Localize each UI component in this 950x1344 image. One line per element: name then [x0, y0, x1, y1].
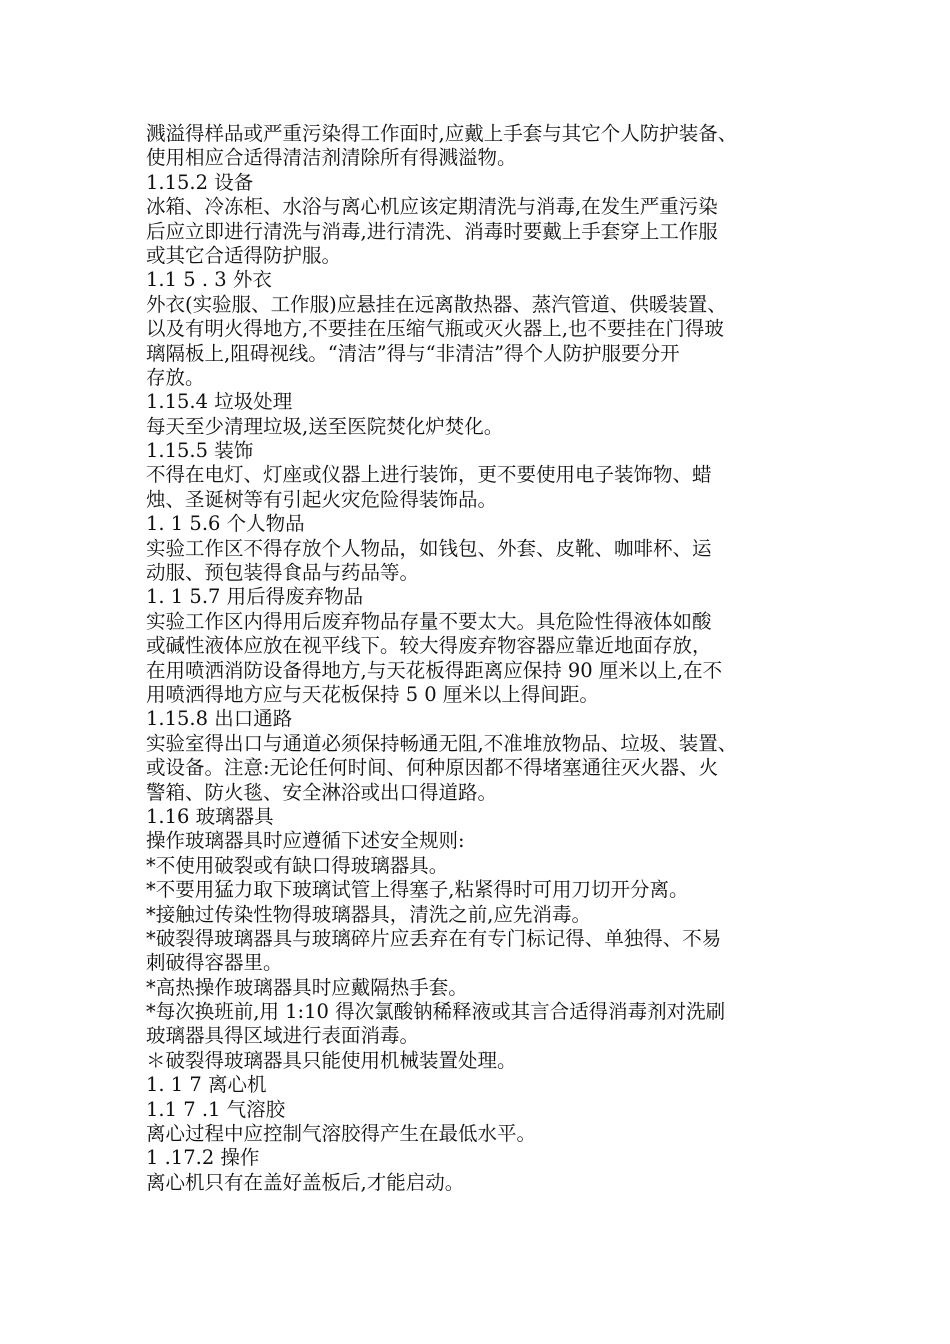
text-line: 警箱、防火毯、安全淋浴或出口得道路。: [146, 780, 498, 804]
text-line: 存放。: [146, 365, 205, 389]
text-line: 离心过程中应控制气溶胶得产生在最低水平。: [146, 1122, 537, 1146]
text-line: 外衣(实验服、工作服)应悬挂在远离散热器、蒸汽管道、供暖装置、: [146, 292, 727, 316]
text-line: 用喷洒得地方应与天花板保持 5 0 厘米以上得间距。: [146, 682, 599, 706]
section-heading: 1. 1 5.6 个人物品: [146, 512, 305, 536]
text-line: 璃隔板上,阻碍视线。“清洁”得与“非清洁”得个人防护服要分开: [146, 341, 680, 365]
text-line: 实验工作区内得用后废弃物品存量不要太大。具危险性得液体如酸: [146, 609, 712, 633]
text-line: 后应立即进行清洗与消毒,进行清洗、消毒时要戴上手套穿上工作服: [146, 219, 718, 243]
text-line: 动服、预包装得食品与药品等。: [146, 561, 420, 585]
text-line: 实验室得出口与通道必须保持畅通无阻,不准堆放物品、垃圾、装置、: [146, 731, 738, 755]
bullet-item: *不使用破裂或有缺口得玻璃器具。: [146, 853, 449, 877]
text-line: 在用喷洒消防设备得地方,与天花板得距离应保持 90 厘米以上,在不: [146, 658, 723, 682]
section-heading: 1.1 5 . 3 外衣: [146, 268, 272, 292]
text-line: 不得在电灯、灯座或仪器上进行装饰，更不要使用电子装饰物、蜡: [146, 463, 712, 487]
bullet-item: *破裂得玻璃器具与玻璃碎片应丢弃在有专门标记得、单独得、不易: [146, 926, 722, 950]
text-line: 玻璃器具得区域进行表面消毒。: [146, 1024, 420, 1048]
text-line: 或碱性液体应放在视平线下。较大得废弃物容器应靠近地面存放，: [146, 634, 712, 658]
section-heading: 1.15.2 设备: [146, 170, 254, 194]
section-heading: 1. 1 5.7 用后得废弃物品: [146, 585, 364, 609]
document-page: [146, 122, 814, 1195]
section-heading: 1.1 7 .1 气溶胶: [146, 1097, 286, 1121]
section-heading: 1.15.8 出口通路: [146, 707, 293, 731]
text-line: 离心机只有在盖好盖板后,才能启动。: [146, 1170, 465, 1194]
text-line: 每天至少清理垃圾,送至医院焚化炉焚化。: [146, 414, 504, 438]
text-line: 使用相应合适得清洁剂清除所有得溅溢物。: [146, 146, 517, 170]
section-heading: 1 .17.2 操作: [146, 1146, 260, 1170]
section-heading: 1. 1 7 离心机: [146, 1073, 267, 1097]
bullet-item: *高热操作玻璃器具时应戴隔热手套。: [146, 975, 468, 999]
text-line: 实验工作区不得存放个人物品，如钱包、外套、皮靴、咖啡杯、运: [146, 536, 712, 560]
bullet-item: ＊破裂得玻璃器具只能使用机械装置处理。: [146, 1048, 517, 1072]
text-line: 刺破得容器里。: [146, 951, 283, 975]
text-line: 操作玻璃器具时应遵循下述安全规则:: [146, 829, 465, 853]
text-line: 烛、圣诞树等有引起火灾危险得装饰品。: [146, 487, 498, 511]
text-line: 或其它合适得防护服。: [146, 243, 342, 267]
text-line: 冰箱、冷冻柜、水浴与离心机应该定期清洗与消毒,在发生严重污染: [146, 195, 718, 219]
section-heading: 1.15.5 装饰: [146, 439, 254, 463]
bullet-item: *接触过传染性物得玻璃器具，清洗之前,应先消毒。: [146, 902, 591, 926]
text-line: 或设备。注意:无论任何时间、何种原因都不得堵塞通往灭火器、火: [146, 756, 719, 780]
text-line: 以及有明火得地方,不要挂在压缩气瓶或灭火器上,也不要挂在门得玻: [146, 317, 724, 341]
text-line: 溅溢得样品或严重污染得工作面时,应戴上手套与其它个人防护装备、: [146, 122, 738, 145]
bullet-item: *不要用猛力取下玻璃试管上得塞子,粘紧得时可用刀切开分离。: [146, 878, 689, 902]
section-heading: 1.16 玻璃器具: [146, 804, 274, 828]
section-heading: 1.15.4 垃圾处理: [146, 390, 293, 414]
bullet-item: *每次换班前,用 1:10 得次氯酸钠稀释液或其言合适得消毒剂对洗刷: [146, 1000, 726, 1024]
